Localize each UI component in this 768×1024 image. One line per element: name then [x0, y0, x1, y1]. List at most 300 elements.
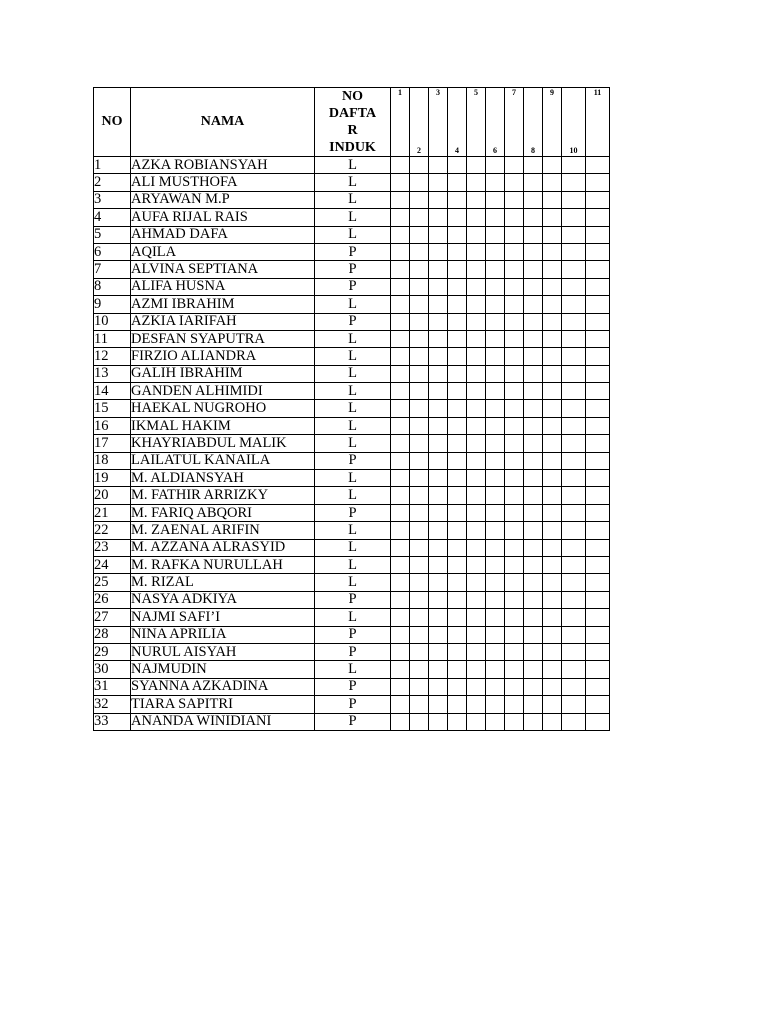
empty-mark-cell: [562, 470, 586, 487]
empty-mark-cell: [543, 383, 562, 400]
empty-mark-cell: [448, 626, 467, 643]
empty-mark-cell: [486, 591, 505, 608]
header-col-1: [391, 88, 410, 157]
row-number: 22: [94, 522, 131, 539]
table-row: [94, 226, 610, 243]
empty-mark-cell: [429, 661, 448, 678]
student-name: AZKA ROBIANSYAH: [131, 157, 315, 174]
empty-mark-cell: [524, 278, 543, 295]
empty-mark-cell: [448, 157, 467, 174]
empty-mark-cell: [467, 365, 486, 382]
empty-mark-cell: [524, 383, 543, 400]
empty-mark-cell: [562, 696, 586, 713]
empty-mark-cell: [543, 696, 562, 713]
empty-mark-cell: [562, 365, 586, 382]
row-number: 27: [94, 609, 131, 626]
student-gender: L: [315, 383, 391, 400]
row-number: 33: [94, 713, 131, 730]
empty-mark-cell: [524, 296, 543, 313]
empty-mark-cell: [467, 626, 486, 643]
empty-mark-cell: [543, 417, 562, 434]
table-row: [94, 661, 610, 678]
table-row: [94, 574, 610, 591]
row-number: 30: [94, 661, 131, 678]
empty-mark-cell: [391, 226, 410, 243]
header-col-4: [448, 88, 467, 157]
empty-mark-cell: [486, 643, 505, 660]
empty-mark-cell: [467, 696, 486, 713]
empty-mark-cell: [429, 348, 448, 365]
student-gender: P: [315, 591, 391, 608]
empty-mark-cell: [505, 713, 524, 730]
row-number: 18: [94, 452, 131, 469]
empty-mark-cell: [505, 470, 524, 487]
empty-mark-cell: [391, 243, 410, 260]
empty-mark-cell: [543, 209, 562, 226]
empty-mark-cell: [391, 330, 410, 347]
empty-mark-cell: [505, 661, 524, 678]
empty-mark-cell: [486, 487, 505, 504]
empty-mark-cell: [391, 278, 410, 295]
table-row: [94, 278, 610, 295]
student-gender: L: [315, 574, 391, 591]
empty-mark-cell: [448, 539, 467, 556]
empty-mark-cell: [505, 209, 524, 226]
table-row: [94, 522, 610, 539]
empty-mark-cell: [562, 609, 586, 626]
row-number: 14: [94, 383, 131, 400]
empty-mark-cell: [505, 400, 524, 417]
empty-mark-cell: [391, 435, 410, 452]
row-number: 4: [94, 209, 131, 226]
student-name: TIARA SAPITRI: [131, 696, 315, 713]
empty-mark-cell: [448, 470, 467, 487]
empty-mark-cell: [448, 435, 467, 452]
empty-mark-cell: [524, 417, 543, 434]
empty-mark-cell: [505, 556, 524, 573]
empty-mark-cell: [562, 678, 586, 695]
row-number: 19: [94, 470, 131, 487]
empty-mark-cell: [524, 157, 543, 174]
empty-mark-cell: [586, 661, 610, 678]
empty-mark-cell: [448, 365, 467, 382]
empty-mark-cell: [562, 400, 586, 417]
empty-mark-cell: [505, 678, 524, 695]
student-gender: L: [315, 556, 391, 573]
empty-mark-cell: [410, 174, 429, 191]
empty-mark-cell: [586, 522, 610, 539]
header-col-label: 6: [493, 146, 497, 155]
table-row: [94, 296, 610, 313]
empty-mark-cell: [486, 556, 505, 573]
empty-mark-cell: [486, 678, 505, 695]
empty-mark-cell: [505, 591, 524, 608]
empty-mark-cell: [391, 574, 410, 591]
empty-mark-cell: [410, 643, 429, 660]
empty-mark-cell: [562, 261, 586, 278]
empty-mark-cell: [524, 626, 543, 643]
student-gender: L: [315, 661, 391, 678]
empty-mark-cell: [543, 261, 562, 278]
empty-mark-cell: [562, 226, 586, 243]
empty-mark-cell: [543, 330, 562, 347]
empty-mark-cell: [505, 417, 524, 434]
empty-mark-cell: [543, 609, 562, 626]
table-row: [94, 487, 610, 504]
header-col-label: 2: [417, 146, 421, 155]
empty-mark-cell: [429, 643, 448, 660]
student-gender: P: [315, 678, 391, 695]
empty-mark-cell: [524, 487, 543, 504]
empty-mark-cell: [586, 678, 610, 695]
empty-mark-cell: [543, 226, 562, 243]
student-gender: L: [315, 522, 391, 539]
empty-mark-cell: [524, 696, 543, 713]
row-number: 29: [94, 643, 131, 660]
row-number: 11: [94, 330, 131, 347]
empty-mark-cell: [467, 209, 486, 226]
header-col-label: 9: [550, 88, 554, 97]
empty-mark-cell: [486, 209, 505, 226]
empty-mark-cell: [543, 435, 562, 452]
student-name: FIRZIO ALIANDRA: [131, 348, 315, 365]
empty-mark-cell: [486, 296, 505, 313]
empty-mark-cell: [467, 296, 486, 313]
empty-mark-cell: [448, 417, 467, 434]
header-no-daftar-induk-line: NO: [342, 89, 363, 104]
header-col-label: 11: [593, 88, 602, 97]
empty-mark-cell: [429, 678, 448, 695]
empty-mark-cell: [486, 400, 505, 417]
header-col-label: 1: [398, 88, 402, 97]
header-no-daftar-induk: [315, 88, 391, 157]
empty-mark-cell: [429, 226, 448, 243]
student-name: M. ALDIANSYAH: [131, 470, 315, 487]
empty-mark-cell: [524, 209, 543, 226]
empty-mark-cell: [429, 504, 448, 521]
header-no-daftar-induk-line: DAFTA: [328, 106, 377, 121]
student-gender: P: [315, 261, 391, 278]
empty-mark-cell: [448, 696, 467, 713]
row-number: 17: [94, 435, 131, 452]
empty-mark-cell: [543, 626, 562, 643]
empty-mark-cell: [524, 539, 543, 556]
empty-mark-cell: [467, 609, 486, 626]
empty-mark-cell: [562, 452, 586, 469]
empty-mark-cell: [586, 313, 610, 330]
empty-mark-cell: [391, 400, 410, 417]
row-number: 23: [94, 539, 131, 556]
empty-mark-cell: [486, 348, 505, 365]
table-row: [94, 452, 610, 469]
empty-mark-cell: [586, 713, 610, 730]
empty-mark-cell: [448, 678, 467, 695]
empty-mark-cell: [562, 487, 586, 504]
empty-mark-cell: [505, 261, 524, 278]
empty-mark-cell: [562, 556, 586, 573]
empty-mark-cell: [467, 643, 486, 660]
empty-mark-cell: [486, 278, 505, 295]
row-number: 28: [94, 626, 131, 643]
empty-mark-cell: [562, 348, 586, 365]
empty-mark-cell: [429, 296, 448, 313]
empty-mark-cell: [486, 574, 505, 591]
empty-mark-cell: [586, 400, 610, 417]
empty-mark-cell: [543, 504, 562, 521]
student-gender: L: [315, 609, 391, 626]
table-row: [94, 417, 610, 434]
header-col-label: 5: [474, 88, 478, 97]
empty-mark-cell: [586, 191, 610, 208]
row-number: 24: [94, 556, 131, 573]
empty-mark-cell: [562, 278, 586, 295]
empty-mark-cell: [429, 278, 448, 295]
empty-mark-cell: [410, 678, 429, 695]
empty-mark-cell: [586, 504, 610, 521]
student-gender: P: [315, 504, 391, 521]
empty-mark-cell: [410, 556, 429, 573]
student-name: SYANNA AZKADINA: [131, 678, 315, 695]
table-row: [94, 313, 610, 330]
row-number: 32: [94, 696, 131, 713]
empty-mark-cell: [467, 278, 486, 295]
empty-mark-cell: [410, 626, 429, 643]
row-number: 13: [94, 365, 131, 382]
empty-mark-cell: [429, 243, 448, 260]
student-gender: P: [315, 643, 391, 660]
student-name: GANDEN ALHIMIDI: [131, 383, 315, 400]
empty-mark-cell: [543, 487, 562, 504]
empty-mark-cell: [586, 417, 610, 434]
table-row: [94, 157, 610, 174]
student-gender: P: [315, 313, 391, 330]
empty-mark-cell: [467, 383, 486, 400]
empty-mark-cell: [562, 591, 586, 608]
empty-mark-cell: [505, 296, 524, 313]
row-number: 15: [94, 400, 131, 417]
empty-mark-cell: [410, 661, 429, 678]
row-number: 25: [94, 574, 131, 591]
empty-mark-cell: [505, 452, 524, 469]
empty-mark-cell: [410, 522, 429, 539]
empty-mark-cell: [586, 435, 610, 452]
empty-mark-cell: [562, 539, 586, 556]
empty-mark-cell: [505, 348, 524, 365]
empty-mark-cell: [467, 522, 486, 539]
empty-mark-cell: [505, 383, 524, 400]
empty-mark-cell: [448, 348, 467, 365]
empty-mark-cell: [586, 261, 610, 278]
student-name: GALIH IBRAHIM: [131, 365, 315, 382]
empty-mark-cell: [410, 209, 429, 226]
empty-mark-cell: [391, 313, 410, 330]
empty-mark-cell: [467, 261, 486, 278]
empty-mark-cell: [467, 157, 486, 174]
student-gender: L: [315, 209, 391, 226]
empty-mark-cell: [524, 330, 543, 347]
empty-mark-cell: [586, 626, 610, 643]
empty-mark-cell: [505, 313, 524, 330]
table-row: [94, 191, 610, 208]
empty-mark-cell: [524, 609, 543, 626]
student-name: M. FARIQ ABQORI: [131, 504, 315, 521]
empty-mark-cell: [486, 417, 505, 434]
empty-mark-cell: [467, 330, 486, 347]
empty-mark-cell: [391, 661, 410, 678]
empty-mark-cell: [486, 243, 505, 260]
empty-mark-cell: [586, 348, 610, 365]
student-gender: L: [315, 296, 391, 313]
student-name: DESFAN SYAPUTRA: [131, 330, 315, 347]
empty-mark-cell: [429, 400, 448, 417]
empty-mark-cell: [505, 574, 524, 591]
empty-mark-cell: [505, 539, 524, 556]
empty-mark-cell: [543, 522, 562, 539]
empty-mark-cell: [391, 487, 410, 504]
empty-mark-cell: [543, 574, 562, 591]
table-row: [94, 713, 610, 730]
student-name: NAJMI SAFI’I: [131, 609, 315, 626]
student-gender: L: [315, 330, 391, 347]
header-col-3: [429, 88, 448, 157]
empty-mark-cell: [486, 609, 505, 626]
empty-mark-cell: [448, 278, 467, 295]
empty-mark-cell: [467, 313, 486, 330]
empty-mark-cell: [543, 191, 562, 208]
empty-mark-cell: [391, 209, 410, 226]
empty-mark-cell: [505, 435, 524, 452]
row-number: 1: [94, 157, 131, 174]
empty-mark-cell: [524, 243, 543, 260]
empty-mark-cell: [448, 296, 467, 313]
empty-mark-cell: [429, 261, 448, 278]
student-name: M. RIZAL: [131, 574, 315, 591]
empty-mark-cell: [448, 261, 467, 278]
empty-mark-cell: [524, 452, 543, 469]
empty-mark-cell: [448, 591, 467, 608]
empty-mark-cell: [486, 330, 505, 347]
empty-mark-cell: [505, 157, 524, 174]
empty-mark-cell: [524, 713, 543, 730]
row-number: 12: [94, 348, 131, 365]
student-gender: L: [315, 487, 391, 504]
student-gender: L: [315, 226, 391, 243]
header-nama: NAMA: [131, 88, 315, 157]
table-row: [94, 348, 610, 365]
empty-mark-cell: [391, 470, 410, 487]
empty-mark-cell: [486, 626, 505, 643]
empty-mark-cell: [486, 157, 505, 174]
empty-mark-cell: [486, 174, 505, 191]
header-col-label: 7: [512, 88, 516, 97]
empty-mark-cell: [429, 556, 448, 573]
empty-mark-cell: [586, 452, 610, 469]
empty-mark-cell: [467, 191, 486, 208]
empty-mark-cell: [543, 452, 562, 469]
empty-mark-cell: [467, 487, 486, 504]
student-name: M. AZZANA ALRASYID: [131, 539, 315, 556]
empty-mark-cell: [448, 661, 467, 678]
table-row: [94, 330, 610, 347]
empty-mark-cell: [448, 383, 467, 400]
empty-mark-cell: [391, 452, 410, 469]
empty-mark-cell: [429, 174, 448, 191]
empty-mark-cell: [486, 661, 505, 678]
student-name: ALIFA HUSNA: [131, 278, 315, 295]
empty-mark-cell: [586, 487, 610, 504]
student-name: HAEKAL NUGROHO: [131, 400, 315, 417]
empty-mark-cell: [543, 157, 562, 174]
empty-mark-cell: [562, 713, 586, 730]
empty-mark-cell: [467, 661, 486, 678]
empty-mark-cell: [429, 713, 448, 730]
empty-mark-cell: [448, 330, 467, 347]
empty-mark-cell: [524, 574, 543, 591]
empty-mark-cell: [391, 296, 410, 313]
empty-mark-cell: [429, 209, 448, 226]
row-number: 6: [94, 243, 131, 260]
empty-mark-cell: [524, 522, 543, 539]
student-name: AZKIA IARIFAH: [131, 313, 315, 330]
student-name: ARYAWAN M.P: [131, 191, 315, 208]
empty-mark-cell: [562, 435, 586, 452]
empty-mark-cell: [524, 643, 543, 660]
empty-mark-cell: [467, 435, 486, 452]
empty-mark-cell: [429, 435, 448, 452]
empty-mark-cell: [391, 522, 410, 539]
empty-mark-cell: [505, 487, 524, 504]
empty-mark-cell: [448, 452, 467, 469]
empty-mark-cell: [524, 470, 543, 487]
header-col-2: [410, 88, 429, 157]
empty-mark-cell: [505, 365, 524, 382]
empty-mark-cell: [467, 174, 486, 191]
empty-mark-cell: [410, 278, 429, 295]
table-row: [94, 539, 610, 556]
empty-mark-cell: [543, 313, 562, 330]
empty-mark-cell: [505, 278, 524, 295]
empty-mark-cell: [586, 296, 610, 313]
empty-mark-cell: [486, 313, 505, 330]
empty-mark-cell: [429, 330, 448, 347]
table-row: [94, 209, 610, 226]
row-number: 5: [94, 226, 131, 243]
header-col-label: 4: [455, 146, 459, 155]
student-name: M. ZAENAL ARIFIN: [131, 522, 315, 539]
empty-mark-cell: [467, 591, 486, 608]
empty-mark-cell: [505, 243, 524, 260]
empty-mark-cell: [505, 504, 524, 521]
empty-mark-cell: [562, 522, 586, 539]
empty-mark-cell: [524, 678, 543, 695]
student-gender: P: [315, 243, 391, 260]
student-name: AUFA RIJAL RAIS: [131, 209, 315, 226]
empty-mark-cell: [524, 348, 543, 365]
empty-mark-cell: [410, 470, 429, 487]
empty-mark-cell: [543, 470, 562, 487]
empty-mark-cell: [586, 591, 610, 608]
empty-mark-cell: [505, 226, 524, 243]
table-row: [94, 383, 610, 400]
empty-mark-cell: [562, 296, 586, 313]
empty-mark-cell: [524, 261, 543, 278]
empty-mark-cell: [505, 191, 524, 208]
table-row: [94, 435, 610, 452]
table-row: [94, 626, 610, 643]
empty-mark-cell: [543, 556, 562, 573]
empty-mark-cell: [448, 713, 467, 730]
empty-mark-cell: [429, 609, 448, 626]
